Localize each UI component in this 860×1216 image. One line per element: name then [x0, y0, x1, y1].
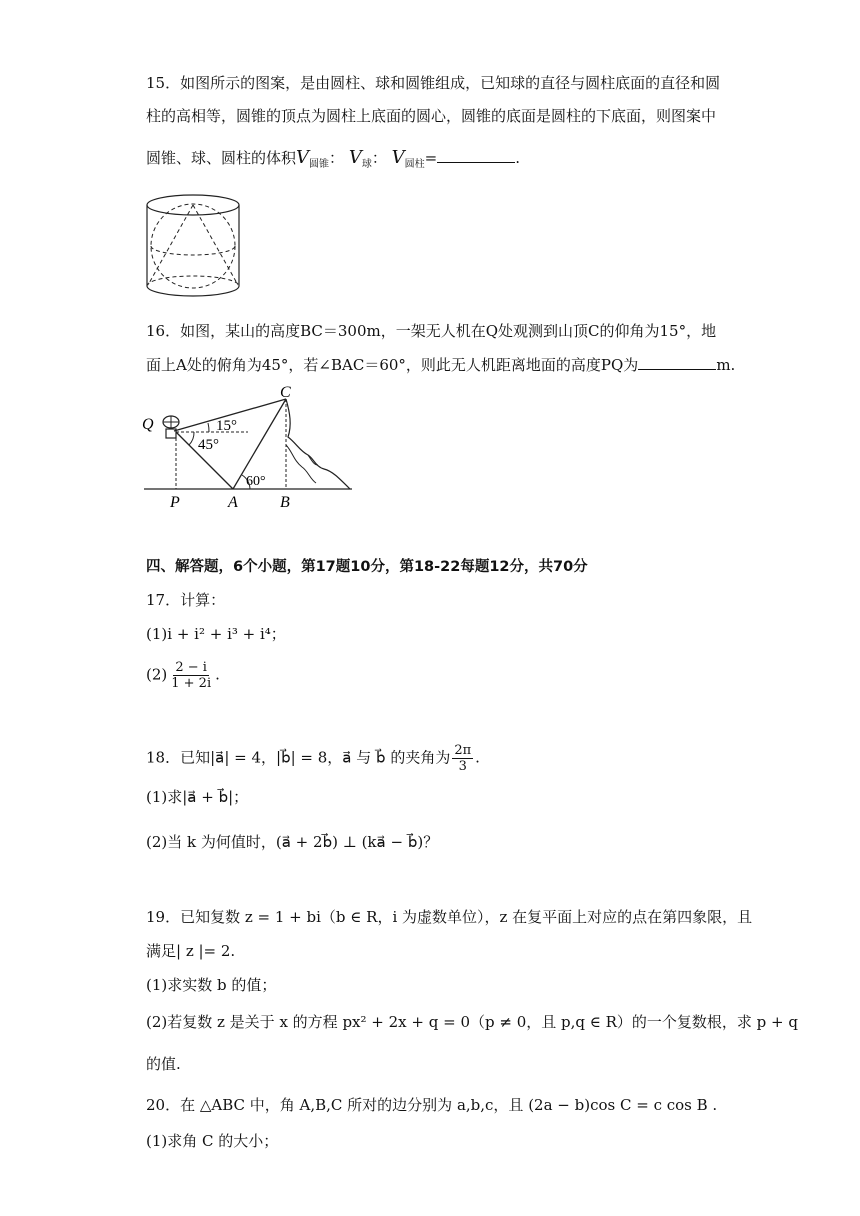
q15-line1: 15．如图所示的图案，是由圆柱、球和圆锥组成，已知球的直径与圆柱底面的直径和圆: [146, 74, 721, 92]
q18-part2: (2)当 k 为何值时，(a⃗ + 2b⃗) ⊥ (ka⃗ − b⃗)？: [146, 833, 439, 851]
label-B: B: [280, 494, 290, 511]
label-45deg: 45°: [198, 437, 219, 453]
mountain-ridge: [286, 445, 316, 483]
q16-line2: 面上A处的俯角为45°，若∠BAC＝60°，则此无人机距离地面的高度PQ为 m.: [146, 356, 736, 374]
q17-title: 17．计算：: [146, 591, 226, 609]
label-15deg: 15°: [216, 418, 237, 434]
q19-part2: (2)若复数 z 是关于 x 的方程 px² + 2x + q = 0（p ≠ 0，且 p,q ∈ R）的一个复数根，求 p + q: [146, 1013, 798, 1031]
arc-45: [189, 432, 194, 445]
q18-stem: 18．已知|a⃗| = 4，|b⃗| = 8，a⃗ 与 b⃗ 的夹角为 $\frac{2\pi}{3}$ .: [146, 743, 480, 774]
cylinder-sphere-cone-figure: [138, 188, 248, 306]
q18-part1: (1)求|a⃗ + b⃗|；: [146, 788, 249, 806]
q16-answer-blank: [638, 355, 716, 370]
q19-line1: 19．已知复数 z = 1 + bi（b ∈ R，i 为虚数单位），z 在复平面上对应的点在第四象限，且: [146, 908, 753, 926]
drone-mountain-figure: [138, 385, 358, 513]
q17-part1: (1)i + i² + i³ + i⁴；: [146, 625, 286, 643]
q19-line2: 满足| z |= 2.: [146, 942, 236, 960]
sphere-outline: [151, 204, 235, 288]
mountain-outline: [286, 399, 350, 489]
q15-line3-prefix: 圆锥、球、圆柱的体积: [146, 149, 297, 167]
q19-part1: (1)求实数 b 的值；: [146, 976, 277, 994]
q15-answer-blank: [437, 148, 515, 163]
label-C: C: [280, 385, 291, 401]
arc-15: [208, 423, 209, 432]
label-P: P: [170, 494, 180, 511]
q15-line2: 柱的高相等，圆锥的顶点为圆柱上底面的圆心，圆锥的底面是圆柱的下底面，则图案中: [146, 107, 717, 125]
cone-left-edge: [148, 205, 193, 285]
q15-line3: 圆锥、球、圆柱的体积$V_{圆锥}$： $V_球$： $V_{圆柱}=$ .: [146, 147, 520, 170]
sphere-equator: [151, 246, 235, 255]
label-60deg: 60°: [246, 474, 266, 489]
q18-angle-fraction: $\frac{2\pi}{3}$: [454, 743, 472, 774]
q17-fraction: $\frac{2 - i}{1 + 2i}$: [171, 660, 212, 691]
label-A: A: [228, 494, 238, 511]
q20-line1: 20．在 △ABC 中，角 A,B,C 所对的边分别为 a,b,c，且 (2a − b)cos C = c cos B .: [146, 1096, 718, 1114]
cone-right-edge: [193, 205, 238, 285]
cylinder-bottom-back: [147, 276, 239, 286]
q16-line1: 16．如图，某山的高度BC＝300m，一架无人机在Q处观测到山顶C的仰角为15°，地: [146, 322, 717, 340]
q20-part1: (1)求角 C 的大小；: [146, 1132, 279, 1150]
q19-part2-end: 的值.: [146, 1055, 181, 1073]
section-4-heading: 四、解答题，6个小题，第17题10分，第18-22每题12分，共70分: [146, 559, 588, 575]
label-Q: Q: [142, 416, 154, 433]
q17-part2: (2) $\frac{2 - i}{1 + 2i}$ .: [146, 660, 220, 691]
